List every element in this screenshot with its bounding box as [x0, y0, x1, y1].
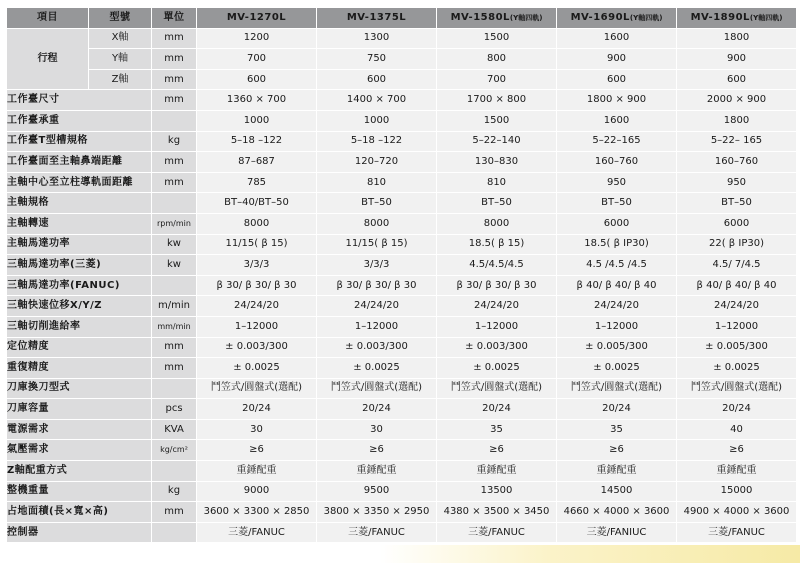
- header-unit: 單位: [152, 8, 197, 29]
- header-model-3: MV-1580L(Y軸四軌): [437, 8, 557, 29]
- value-cell: 24/24/20: [557, 296, 677, 317]
- unit-cell: [152, 461, 197, 482]
- travel-axis: Y軸: [89, 49, 152, 70]
- value-cell: 重錘配重: [317, 461, 437, 482]
- travel-label: 行程: [7, 28, 89, 90]
- unit-cell: kw: [152, 255, 197, 276]
- value-cell: 11/15( β 15): [317, 234, 437, 255]
- unit-cell: [152, 110, 197, 131]
- value-cell: 1400 × 700: [317, 90, 437, 111]
- value-cell: BT–50: [557, 193, 677, 214]
- value-cell: 20/24: [317, 399, 437, 420]
- value-cell: ± 0.005/300: [557, 337, 677, 358]
- value-cell: BT–40/BT–50: [197, 193, 317, 214]
- table-row: [7, 213, 797, 234]
- value-cell: 3/3/3: [317, 255, 437, 276]
- table-row: [7, 502, 797, 523]
- travel-axis: X軸: [89, 28, 152, 49]
- value-cell: 重錘配重: [677, 461, 797, 482]
- value-cell: 87–687: [197, 152, 317, 173]
- unit-cell: mm/min: [152, 316, 197, 337]
- value-cell: 4660 × 4000 × 3600: [557, 502, 677, 523]
- value-cell: 4900 × 4000 × 3600: [677, 502, 797, 523]
- table-row: [7, 131, 797, 152]
- value-cell: ± 0.003/300: [317, 337, 437, 358]
- value-cell: 8000: [437, 213, 557, 234]
- value-cell: 9000: [197, 481, 317, 502]
- value-cell: 160–760: [557, 152, 677, 173]
- table-row: [7, 316, 797, 337]
- unit-cell: mm: [152, 28, 197, 49]
- row-label: 控制器: [7, 522, 152, 543]
- value-cell: ± 0.0025: [197, 358, 317, 379]
- row-label: 刀庫換刀型式: [7, 378, 152, 399]
- value-cell: 30: [197, 419, 317, 440]
- table-row: [7, 90, 797, 111]
- value-cell: 24/24/20: [197, 296, 317, 317]
- value-cell: 30: [317, 419, 437, 440]
- table-row: [7, 28, 797, 49]
- unit-cell: m/min: [152, 296, 197, 317]
- value-cell: 1500: [437, 28, 557, 49]
- value-cell: 600: [197, 69, 317, 90]
- value-cell: ± 0.0025: [557, 358, 677, 379]
- value-cell: 1700 × 800: [437, 90, 557, 111]
- value-cell: 三菱/FANUC: [677, 522, 797, 543]
- value-cell: 1360 × 700: [197, 90, 317, 111]
- value-cell: 3800 × 3350 × 2950: [317, 502, 437, 523]
- value-cell: 24/24/20: [317, 296, 437, 317]
- value-cell: 14500: [557, 481, 677, 502]
- value-cell: 鬥笠式/圓盤式(選配): [197, 378, 317, 399]
- row-label: 工作臺尺寸: [7, 90, 152, 111]
- value-cell: 5–18 –122: [197, 131, 317, 152]
- value-cell: 18.5( β 15): [437, 234, 557, 255]
- unit-cell: KVA: [152, 419, 197, 440]
- value-cell: 1500: [437, 110, 557, 131]
- value-cell: 600: [677, 69, 797, 90]
- table-row: [7, 152, 797, 173]
- value-cell: 1–12000: [437, 316, 557, 337]
- value-cell: β 30/ β 30/ β 30: [197, 275, 317, 296]
- value-cell: 1000: [317, 110, 437, 131]
- value-cell: 鬥笠式/圓盤式(選配): [437, 378, 557, 399]
- header-model-5: MV-1890L(Y軸四軌): [677, 8, 797, 29]
- table-row: [7, 461, 797, 482]
- value-cell: 35: [557, 419, 677, 440]
- value-cell: 700: [197, 49, 317, 70]
- value-cell: ± 0.005/300: [677, 337, 797, 358]
- value-cell: 1–12000: [317, 316, 437, 337]
- value-cell: β 30/ β 30/ β 30: [437, 275, 557, 296]
- table-row: [7, 49, 797, 70]
- table-row: [7, 440, 797, 461]
- value-cell: 重錘配重: [557, 461, 677, 482]
- table-row: [7, 481, 797, 502]
- unit-cell: mm: [152, 358, 197, 379]
- unit-cell: mm: [152, 502, 197, 523]
- value-cell: ≥6: [437, 440, 557, 461]
- unit-cell: mm: [152, 49, 197, 70]
- value-cell: ± 0.0025: [437, 358, 557, 379]
- value-cell: 700: [437, 69, 557, 90]
- row-label: 電源需求: [7, 419, 152, 440]
- value-cell: β 30/ β 30/ β 30: [317, 275, 437, 296]
- value-cell: 810: [437, 172, 557, 193]
- row-label: 刀庫容量: [7, 399, 152, 420]
- value-cell: 4.5/ 7/4.5: [677, 255, 797, 276]
- unit-cell: kg: [152, 131, 197, 152]
- value-cell: 35: [437, 419, 557, 440]
- value-cell: 4.5/4.5/4.5: [437, 255, 557, 276]
- table-row: [7, 337, 797, 358]
- value-cell: 20/24: [437, 399, 557, 420]
- value-cell: 130–830: [437, 152, 557, 173]
- value-cell: 1800: [677, 110, 797, 131]
- row-label: 重復精度: [7, 358, 152, 379]
- header-model-2: MV-1375L: [317, 8, 437, 29]
- row-label: 工作臺T型槽規格: [7, 131, 152, 152]
- table-row: [7, 419, 797, 440]
- value-cell: 6000: [677, 213, 797, 234]
- value-cell: 三菱/FANIUC: [557, 522, 677, 543]
- value-cell: ≥6: [557, 440, 677, 461]
- value-cell: 600: [317, 69, 437, 90]
- value-cell: β 40/ β 40/ β 40: [677, 275, 797, 296]
- row-label: 主軸規格: [7, 193, 152, 214]
- unit-cell: mm: [152, 172, 197, 193]
- row-label: Z軸配重方式: [7, 461, 152, 482]
- value-cell: BT–50: [317, 193, 437, 214]
- value-cell: 120–720: [317, 152, 437, 173]
- value-cell: 40: [677, 419, 797, 440]
- row-label: 工作臺面至主軸鼻端距離: [7, 152, 152, 173]
- table-row: [7, 110, 797, 131]
- unit-cell: mm: [152, 90, 197, 111]
- unit-cell: mm: [152, 337, 197, 358]
- spec-table: [6, 7, 797, 543]
- value-cell: 1800 × 900: [557, 90, 677, 111]
- value-cell: 20/24: [197, 399, 317, 420]
- value-cell: 1800: [677, 28, 797, 49]
- table-row: [7, 378, 797, 399]
- unit-cell: kg: [152, 481, 197, 502]
- value-cell: ≥6: [317, 440, 437, 461]
- value-cell: 950: [557, 172, 677, 193]
- value-cell: ≥6: [197, 440, 317, 461]
- value-cell: 4380 × 3500 × 3450: [437, 502, 557, 523]
- value-cell: BT–50: [677, 193, 797, 214]
- value-cell: 三菱/FANUC: [197, 522, 317, 543]
- value-cell: 鬥笠式/圓盤式(選配): [317, 378, 437, 399]
- value-cell: 1600: [557, 28, 677, 49]
- unit-cell: [152, 378, 197, 399]
- row-label: 主軸中心至立柱導軌面距離: [7, 172, 152, 193]
- table-row: [7, 275, 797, 296]
- value-cell: 750: [317, 49, 437, 70]
- value-cell: 20/24: [677, 399, 797, 420]
- value-cell: ± 0.003/300: [197, 337, 317, 358]
- value-cell: 5–22–140: [437, 131, 557, 152]
- value-cell: ≥6: [677, 440, 797, 461]
- table-row: [7, 255, 797, 276]
- table-row: [7, 69, 797, 90]
- value-cell: 9500: [317, 481, 437, 502]
- value-cell: 鬥笠式/圓盤式(選配): [677, 378, 797, 399]
- table-row: [7, 172, 797, 193]
- row-label: 三軸快速位移X/Y/Z: [7, 296, 152, 317]
- value-cell: 三菱/FANUC: [317, 522, 437, 543]
- value-cell: 15000: [677, 481, 797, 502]
- value-cell: β 40/ β 40/ β 40: [557, 275, 677, 296]
- value-cell: ± 0.003/300: [437, 337, 557, 358]
- table-row: [7, 193, 797, 214]
- value-cell: 三菱/FANUC: [437, 522, 557, 543]
- value-cell: 800: [437, 49, 557, 70]
- value-cell: 810: [317, 172, 437, 193]
- value-cell: 11/15( β 15): [197, 234, 317, 255]
- value-cell: 3/3/3: [197, 255, 317, 276]
- header-row: [7, 8, 797, 29]
- value-cell: 22( β IP30): [677, 234, 797, 255]
- header-model: 型號: [89, 8, 152, 29]
- value-cell: 18.5( β IP30): [557, 234, 677, 255]
- value-cell: 160–760: [677, 152, 797, 173]
- table-row: [7, 522, 797, 543]
- value-cell: 950: [677, 172, 797, 193]
- row-label: 占地面積(長×寬×高): [7, 502, 152, 523]
- value-cell: 5–22– 165: [677, 131, 797, 152]
- value-cell: 6000: [557, 213, 677, 234]
- unit-cell: [152, 275, 197, 296]
- value-cell: 24/24/20: [677, 296, 797, 317]
- value-cell: 2000 × 900: [677, 90, 797, 111]
- row-label: 三軸馬達功率(FANUC): [7, 275, 152, 296]
- value-cell: 1–12000: [557, 316, 677, 337]
- travel-axis: Z軸: [89, 69, 152, 90]
- row-label: 三軸切削進給率: [7, 316, 152, 337]
- value-cell: 24/24/20: [437, 296, 557, 317]
- row-label: 整機重量: [7, 481, 152, 502]
- value-cell: 1–12000: [197, 316, 317, 337]
- unit-cell: mm: [152, 152, 197, 173]
- table-row: [7, 399, 797, 420]
- value-cell: 1–12000: [677, 316, 797, 337]
- value-cell: 3600 × 3300 × 2850: [197, 502, 317, 523]
- row-label: 三軸馬達功率(三菱): [7, 255, 152, 276]
- value-cell: 4.5 /4.5 /4.5: [557, 255, 677, 276]
- row-label: 工作臺承重: [7, 110, 152, 131]
- unit-cell: mm: [152, 69, 197, 90]
- value-cell: 785: [197, 172, 317, 193]
- value-cell: 重錘配重: [437, 461, 557, 482]
- unit-cell: [152, 522, 197, 543]
- value-cell: 900: [557, 49, 677, 70]
- value-cell: 5–22–165: [557, 131, 677, 152]
- row-label: 主軸轉速: [7, 213, 152, 234]
- table-row: [7, 234, 797, 255]
- row-label: 定位精度: [7, 337, 152, 358]
- row-label: 氣壓需求: [7, 440, 152, 461]
- value-cell: 13500: [437, 481, 557, 502]
- row-label: 主軸馬達功率: [7, 234, 152, 255]
- value-cell: ± 0.0025: [677, 358, 797, 379]
- value-cell: 鬥笠式/圓盤式(選配): [557, 378, 677, 399]
- value-cell: 5–18 –122: [317, 131, 437, 152]
- unit-cell: rpm/min: [152, 213, 197, 234]
- value-cell: BT–50: [437, 193, 557, 214]
- value-cell: 1600: [557, 110, 677, 131]
- unit-cell: kw: [152, 234, 197, 255]
- table-row: [7, 296, 797, 317]
- table-row: [7, 358, 797, 379]
- value-cell: 1200: [197, 28, 317, 49]
- unit-cell: kg/cm²: [152, 440, 197, 461]
- value-cell: 1000: [197, 110, 317, 131]
- header-model-4: MV-1690L(Y軸四軌): [557, 8, 677, 29]
- value-cell: 600: [557, 69, 677, 90]
- value-cell: 1300: [317, 28, 437, 49]
- value-cell: 20/24: [557, 399, 677, 420]
- value-cell: 重錘配重: [197, 461, 317, 482]
- unit-cell: pcs: [152, 399, 197, 420]
- value-cell: ± 0.0025: [317, 358, 437, 379]
- header-item: 項目: [7, 8, 89, 29]
- value-cell: 900: [677, 49, 797, 70]
- footer-highlight: [380, 545, 800, 563]
- unit-cell: [152, 193, 197, 214]
- header-model-1: MV-1270L: [197, 8, 317, 29]
- value-cell: 8000: [197, 213, 317, 234]
- value-cell: 8000: [317, 213, 437, 234]
